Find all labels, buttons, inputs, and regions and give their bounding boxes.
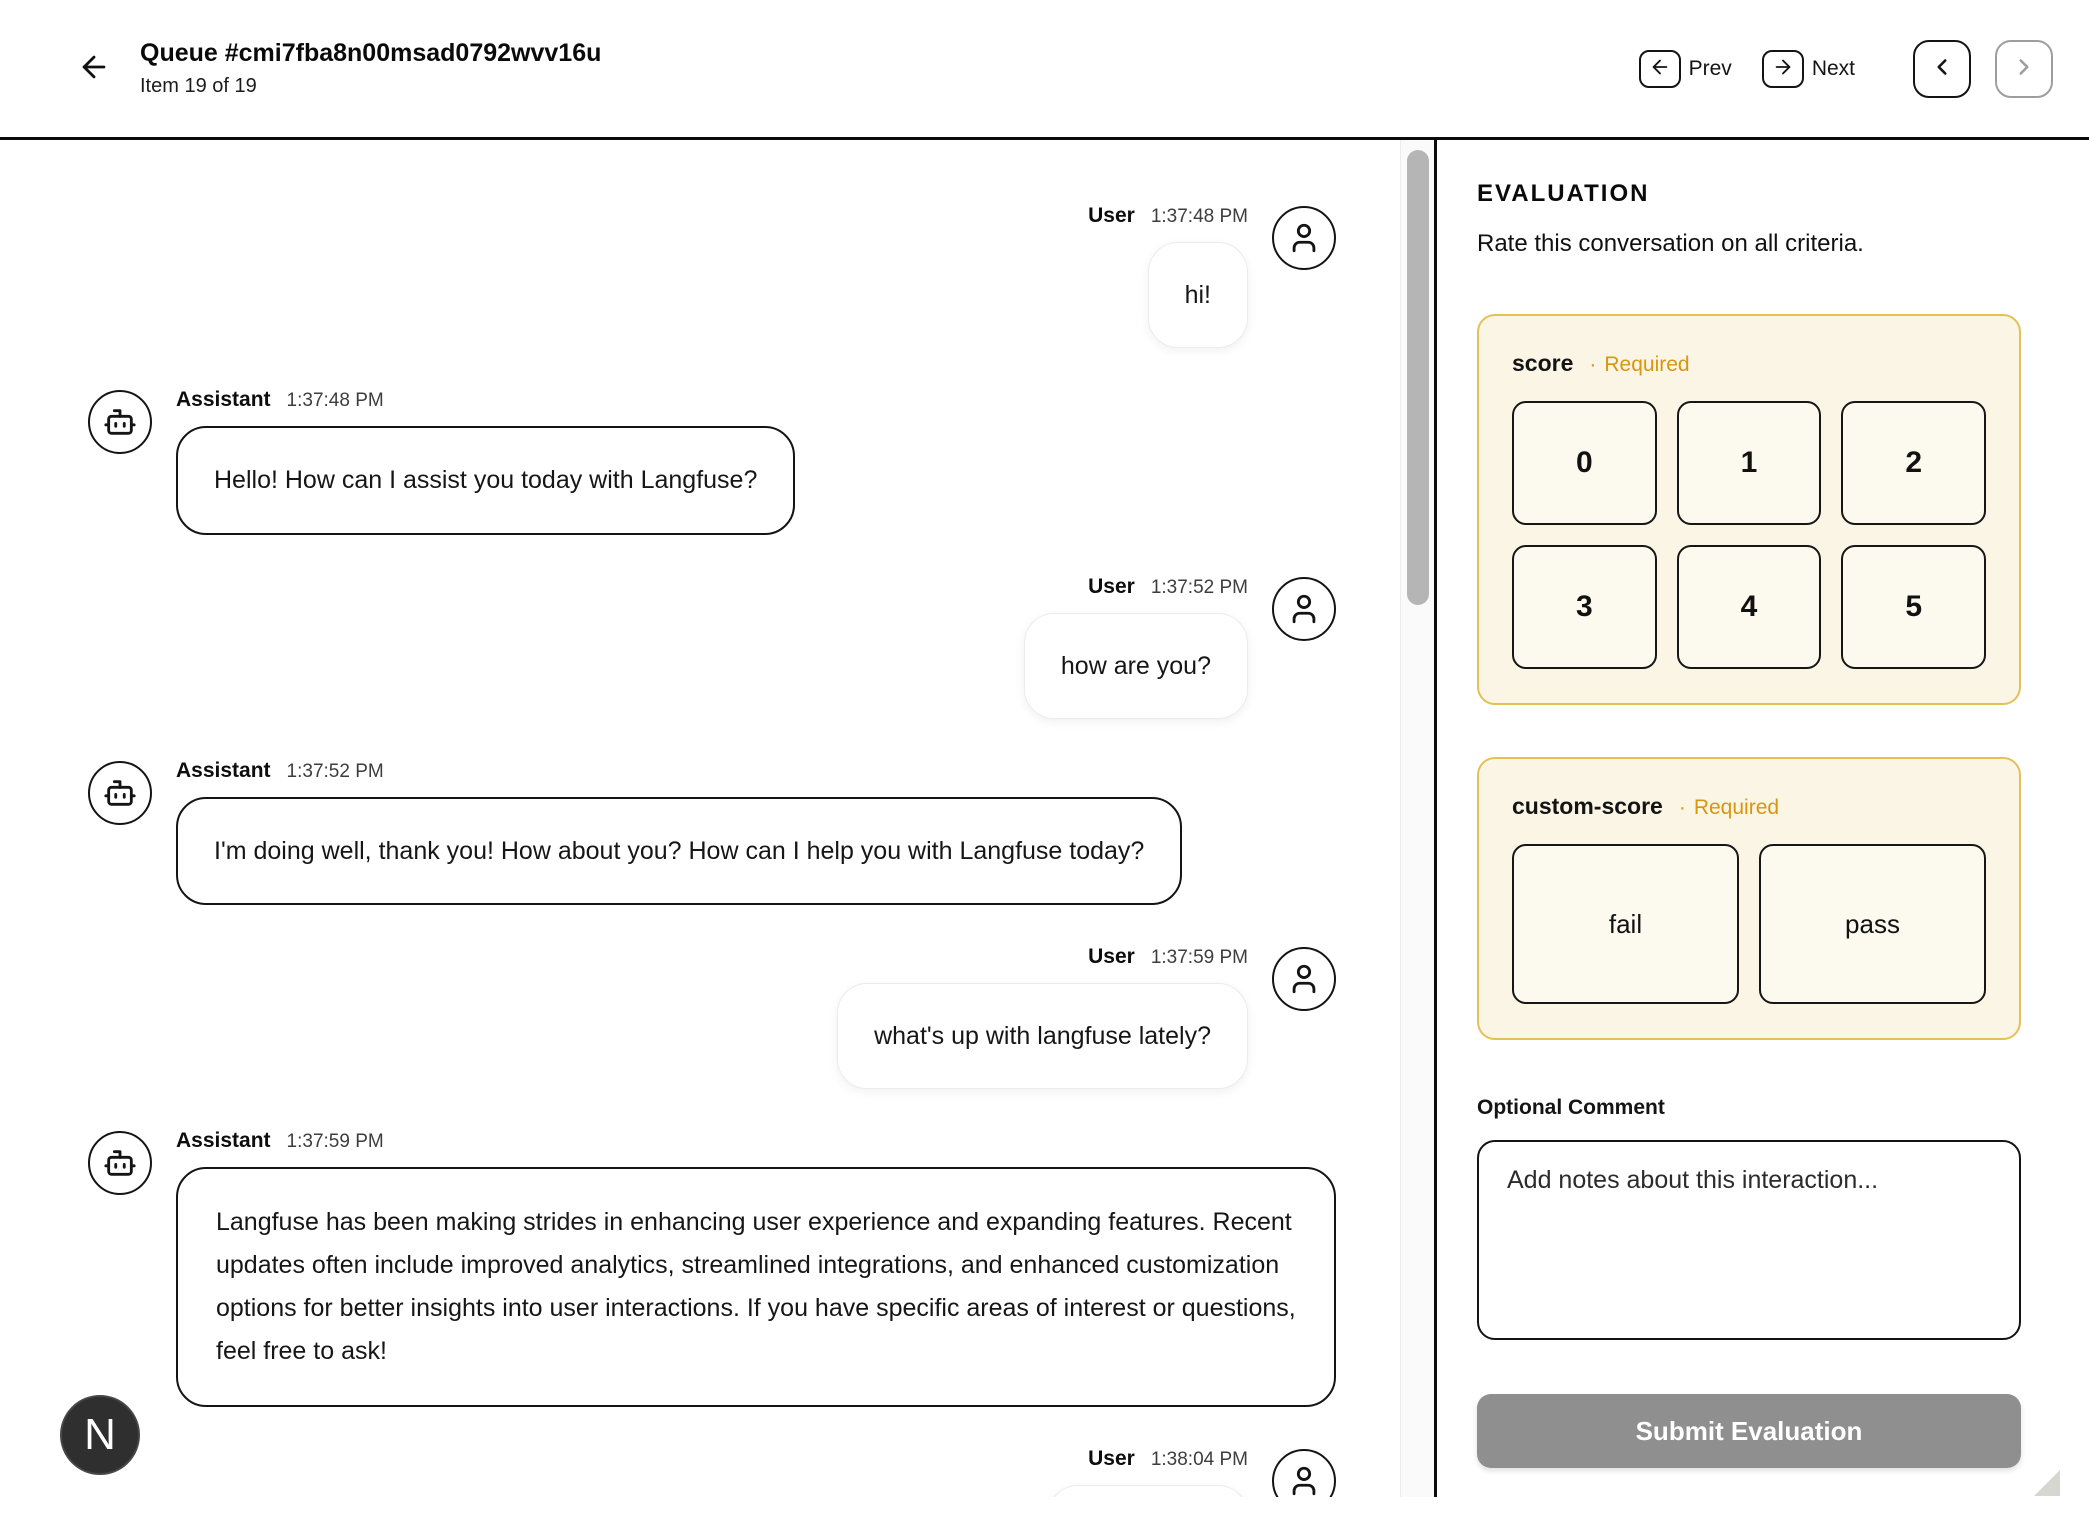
title-block [140, 39, 601, 98]
conversation-panel [0, 140, 1400, 1497]
message-bubble: Langfuse has been making strides in enhancing user experience and expanding features. Recent updates often include improved analytics, streamlined integrations, and enhanced customization options for better insights into user interactions. If you have specific areas of interest or questions, feel free to ask! [176, 1167, 1336, 1407]
chevron-right-icon [2011, 54, 2037, 83]
chevron-left-icon [1929, 54, 1955, 83]
resize-grip[interactable] [2034, 1470, 2060, 1496]
main-area [0, 140, 2089, 1497]
message-timestamp: 1:37:52 PM [1150, 576, 1248, 598]
score-option-5[interactable]: 5 [1841, 545, 1986, 669]
message-bubble [1048, 1485, 1248, 1497]
evaluation-heading: EVALUATION [1477, 180, 1650, 207]
score-option-4[interactable]: 4 [1677, 545, 1822, 669]
message-bubble: I'm doing well, thank you! How about you? How can I help you with Langfuse today? [176, 797, 1182, 905]
arrow-right-icon [1772, 56, 1794, 81]
criterion-name: custom-score [1512, 793, 1663, 819]
message-bubble: hi! [1148, 242, 1248, 348]
required-badge: · Required [1589, 353, 1690, 376]
criterion-card [1477, 314, 2021, 705]
sender-name: User [1088, 204, 1135, 227]
message-timestamp: 1:37:48 PM [286, 390, 384, 412]
evaluation-panel [1437, 140, 2089, 1497]
user-avatar-icon [1272, 1449, 1336, 1497]
option-grid [1512, 844, 1986, 1004]
bot-avatar-icon [88, 390, 152, 454]
sender-name: User [1088, 574, 1135, 598]
user-avatar-icon [1272, 206, 1336, 270]
comment-label: Optional Comment [1477, 1096, 1665, 1119]
prev-button[interactable] [1639, 50, 1681, 88]
message-timestamp: 1:38:04 PM [1150, 1449, 1248, 1471]
user-avatar-icon [1272, 947, 1336, 1011]
submit-evaluation-button[interactable]: Submit Evaluation [1477, 1394, 2021, 1468]
comment-input[interactable] [1477, 1140, 2021, 1340]
score-option-1[interactable]: 1 [1677, 401, 1822, 525]
chat-message [88, 1447, 1336, 1497]
message-timestamp: 1:37:52 PM [286, 760, 384, 782]
bot-avatar-icon [88, 761, 152, 825]
custom-score-option-fail[interactable]: fail [1512, 844, 1739, 1004]
option-grid [1512, 401, 1986, 669]
message-timestamp: 1:37:59 PM [286, 1131, 384, 1153]
item-progress: Item 19 of 19 [140, 75, 257, 97]
evaluation-subtitle: Rate this conversation on all criteria. [1477, 230, 1864, 257]
arrow-left-icon [1649, 56, 1671, 81]
next-button[interactable] [1762, 50, 1804, 88]
chat-scrollbar-thumb[interactable] [1407, 150, 1429, 605]
arrow-left-icon [77, 50, 111, 87]
required-badge: · Required [1678, 796, 1780, 819]
chat-message [88, 1129, 1336, 1407]
chat-message [88, 945, 1336, 1089]
message-timestamp: 1:37:59 PM [1150, 947, 1248, 968]
criteria-list [1477, 314, 2021, 1040]
nextjs-dev-badge[interactable]: N [60, 1395, 140, 1475]
sender-name: Assistant [176, 1129, 271, 1153]
score-option-3[interactable]: 3 [1512, 545, 1657, 669]
chat-message [88, 204, 1336, 348]
bot-avatar-icon [88, 1131, 152, 1195]
sender-name: User [1088, 1447, 1135, 1471]
message-bubble: Hello! How can I assist you today with Langfuse? [176, 426, 795, 534]
message-timestamp: 1:37:48 PM [1150, 206, 1248, 227]
panel-collapse-left-button[interactable] [1913, 40, 1971, 98]
chat-message [88, 388, 1336, 534]
criterion-name: score [1512, 350, 1574, 376]
user-avatar-icon [1272, 577, 1336, 641]
message-list [88, 204, 1336, 1497]
panel-collapse-right-button[interactable] [1995, 40, 2053, 98]
message-bubble: what's up with langfuse lately? [837, 983, 1248, 1089]
chat-scrollbar-track[interactable] [1400, 140, 1434, 1497]
sender-name: User [1088, 945, 1135, 968]
sender-name: Assistant [176, 758, 271, 782]
chat-message [88, 575, 1336, 719]
criterion-card [1477, 757, 2021, 1040]
back-button[interactable] [70, 45, 118, 93]
next-label: Next [1811, 56, 1855, 80]
page-title: Queue #cmi7fba8n00msad0792wvv16u [140, 39, 602, 67]
message-bubble: how are you? [1024, 613, 1248, 719]
custom-score-option-pass[interactable]: pass [1759, 844, 1986, 1004]
score-option-2[interactable]: 2 [1841, 401, 1986, 525]
header-controls [1639, 40, 2053, 98]
header [0, 0, 2089, 140]
score-option-0[interactable]: 0 [1512, 401, 1657, 525]
prev-label: Prev [1688, 56, 1732, 80]
chat-message [88, 759, 1336, 905]
sender-name: Assistant [176, 388, 271, 412]
